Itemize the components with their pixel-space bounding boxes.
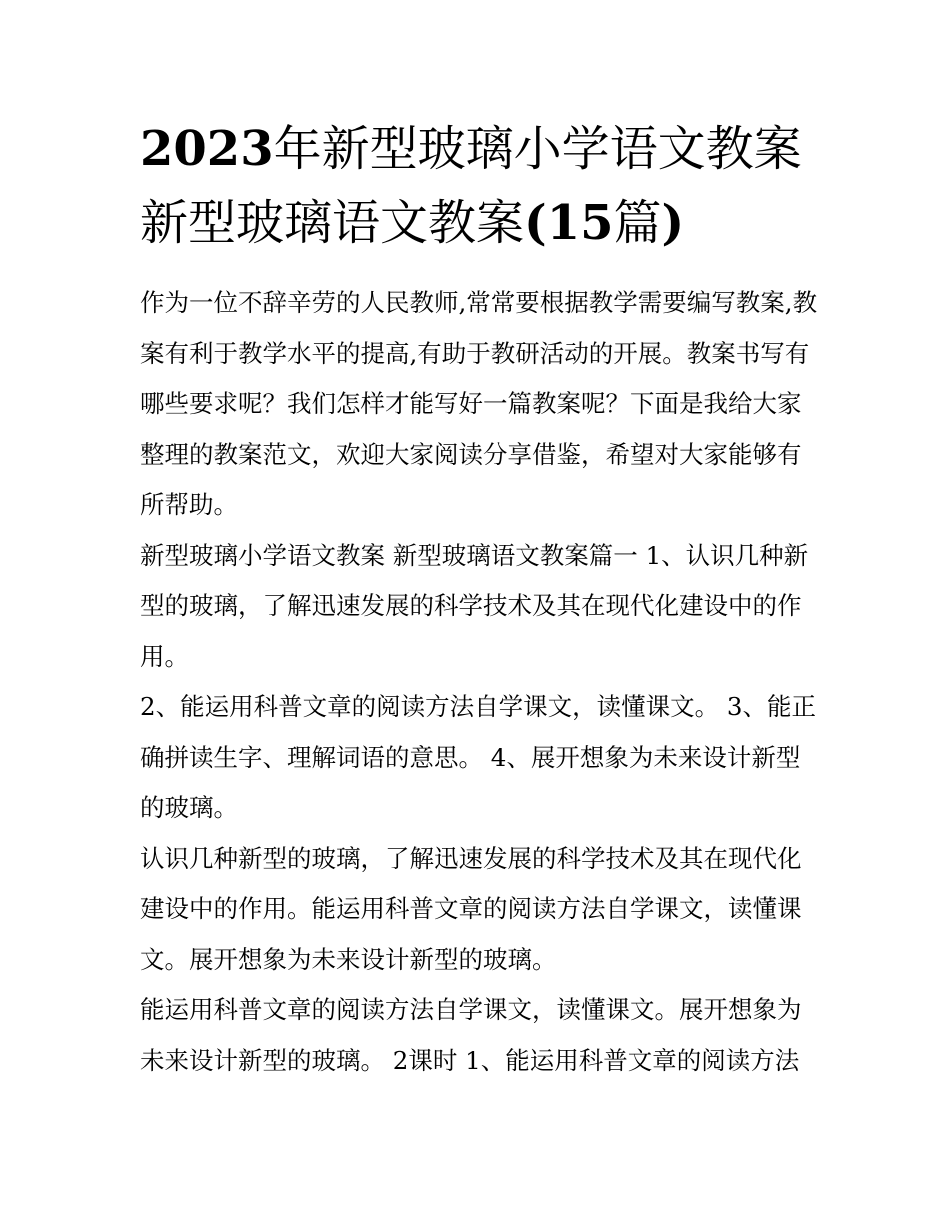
title-count-unit: 篇: [613, 195, 662, 251]
paragraph-intro: 作为一位不辞辛劳的人民教师,常常要根据教学需要编写教案,教案有利于教学水平的提高,有助于教研活动的开展。教案书写有哪些要求呢？我们怎样才能写好一篇教案呢？下面是我给大家整理的教案范文，欢迎大家阅读分享借鉴，希望对大家能够有所帮助。: [140, 288, 818, 519]
paragraph-key-points: 认识几种新型的玻璃，了解迅速发展的科学技术及其在现代化建设中的作用。能运用科普文章的阅读方法自学课文，读懂课文。展开想象为未来设计新型的玻璃。: [140, 843, 802, 974]
page-title: [140, 112, 840, 260]
paragraph-difficulties: 能运用科普文章的阅读方法自学课文，读懂课文。展开想象为未来设计新型的玻璃。 2课时 1、能运用科普文章的阅读方法: [140, 995, 802, 1075]
title-count: (15: [524, 195, 614, 251]
body-text: [140, 278, 820, 1086]
title-year: 2023: [140, 121, 274, 177]
paragraph-objectives-2-4: 2、能运用科普文章的阅读方法自学课文，读懂课文。 3、能正确拼读生字、理解词语的意思。 4、展开想象为未来设计新型的玻璃。: [140, 692, 816, 822]
title-close-paren: ): [661, 195, 685, 251]
paragraph-objective-1: 新型玻璃小学语文教案 新型玻璃语文教案篇一 1、认识几种新型的玻璃，了解迅速发展的科学技术及其在现代化建设中的作用。: [140, 540, 809, 671]
title-line1-text: 年新型玻璃小学语文教案: [273, 121, 802, 177]
title-line2-text: 新型玻璃语文教案: [140, 195, 525, 251]
